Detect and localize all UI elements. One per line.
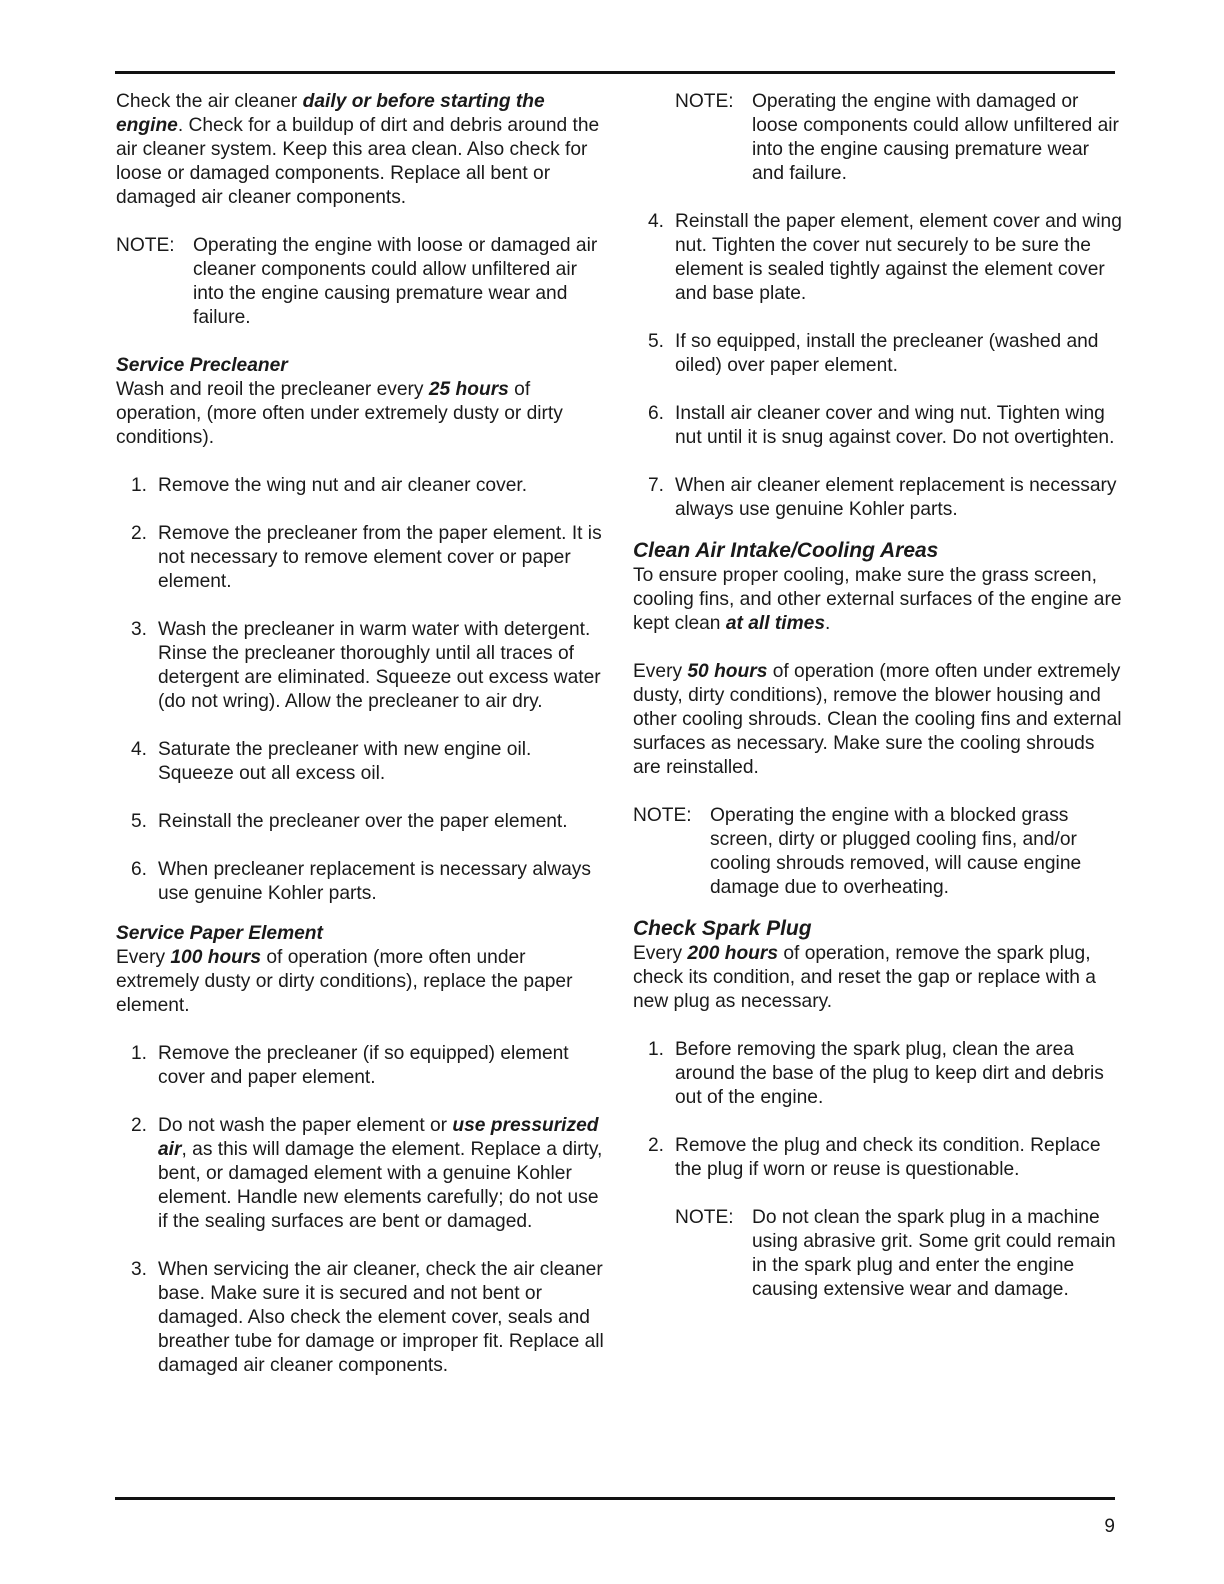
note-text: Do not clean the spark plug in a machine using abrasive grit. Some grit could remain in the spark plug and enter the engine causing extensive wear and damage. (752, 1207, 1116, 1300)
list-item: 5. If so equipped, install the precleaner (washed and oiled) over paper element. (647, 331, 1099, 376)
note-label: NOTE: (633, 805, 692, 826)
list-item: 4. Saturate the precleaner with new engine oil. Squeeze out all excess oil. (130, 739, 532, 784)
list-item: 3. Wash the precleaner in warm water with detergent. Rinse the precleaner thoroughly until all traces of detergent are eliminated. Squeeze out excess water (do not wring). Allow the precleaner to air dry. (130, 619, 601, 712)
intake-paragraph-1: To ensure proper cooling, make sure the grass screen, cooling fins, and other external surfaces of the engine are kept clean at all times. (633, 565, 1122, 634)
intro-paragraph: Check the air cleaner daily or before starting the engine. Check for a buildup of dirt and debris around the air cleaner system. Keep this area clean. Also check for loose or damaged components. Replace all bent or damaged air cleaner components. (116, 91, 600, 208)
note-abrasive-grit (675, 1206, 1123, 1302)
note-label: NOTE: (675, 1207, 734, 1228)
spark-plug-steps (633, 1038, 1123, 1182)
bottom-rule (115, 1497, 1115, 1500)
precleaner-steps (116, 474, 604, 906)
list-item: 5. Reinstall the precleaner over the paper element. (130, 811, 568, 832)
note-loose-components (116, 234, 604, 330)
list-item: 7. When air cleaner element replacement is necessary always use genuine Kohler parts. (647, 475, 1117, 520)
list-item: 1. Remove the precleaner (if so equipped) element cover and paper element. (130, 1043, 569, 1088)
heading-service-paper-element: Service Paper Element (116, 923, 323, 944)
spark-plug-paragraph: Every 200 hours of operation, remove the spark plug, check its condition, and reset the gap or replace with a new plug as necessary. (633, 943, 1096, 1012)
paper-element-paragraph: Every 100 hours of operation (more often under extremely dusty or dirty conditions), replace the paper element. (116, 947, 573, 1016)
list-item: 1. Remove the wing nut and air cleaner cover. (130, 475, 528, 496)
list-item: 1. Before removing the spark plug, clean the area around the base of the plug to keep dirt and debris out of the engine. (647, 1039, 1104, 1108)
note-text: Operating the engine with a blocked grass screen, dirty or plugged cooling fins, and/or cooling shrouds removed, will cause engine damage due to overheating. (710, 805, 1082, 898)
list-item: 2. Remove the precleaner from the paper element. It is not necessary to remove element cover or paper element. (130, 523, 602, 592)
note-text: Operating the engine with damaged or loose components could allow unfiltered air into the engine causing premature wear and failure. (752, 91, 1119, 184)
page-number: 9 (1104, 1516, 1115, 1537)
right-column (633, 90, 1123, 1326)
left-column (116, 90, 604, 1402)
list-item: 2. Do not wash the paper element or use pressurized air, as this will damage the element. Replace a dirty, bent, or damaged element with a genuine Kohler element. Handle new elements carefully; do not use if the sealing surfaces are bent or damaged. (130, 1115, 603, 1232)
list-item: 6. Install air cleaner cover and wing nut. Tighten wing nut until it is snug against cover. Do not overtighten. (647, 403, 1115, 448)
note-text: Operating the engine with loose or damaged air cleaner components could allow unfiltered air into the engine causing premature wear and failure. (193, 235, 598, 328)
note-damaged-components (675, 90, 1123, 186)
heading-service-precleaner: Service Precleaner (116, 355, 288, 376)
precleaner-paragraph: Wash and reoil the precleaner every 25 hours of operation, (more often under extremely dusty or dirty conditions). (116, 379, 563, 448)
list-item: 4. Reinstall the paper element, element cover and wing nut. Tighten the cover nut securely to be sure the element is sealed tightly against the element cover and base plate. (647, 211, 1122, 304)
list-item: 2. Remove the plug and check its condition. Replace the plug if worn or reuse is questionable. (647, 1135, 1101, 1180)
paper-element-steps-continued (633, 210, 1123, 522)
top-rule (115, 71, 1115, 74)
intake-paragraph-2: Every 50 hours of operation (more often under extremely dusty, dirty conditions), remove the blower housing and other cooling shrouds. Clean the cooling fins and external surfaces as necessary. Make sure the cooling shrouds are reinstalled. (633, 661, 1122, 778)
paper-element-steps (116, 1042, 604, 1378)
note-overheating (633, 804, 1123, 900)
heading-clean-air-intake: Clean Air Intake/Cooling Areas (633, 539, 939, 562)
list-item: 3. When servicing the air cleaner, check the air cleaner base. Make sure it is secured and not bent or damaged. Also check the element cover, seals and breather tube for damage or improper fit. Replace all damaged air cleaner components. (130, 1259, 604, 1376)
list-item: 6. When precleaner replacement is necessary always use genuine Kohler parts. (130, 859, 591, 904)
note-label: NOTE: (116, 235, 175, 256)
note-label: NOTE: (675, 91, 734, 112)
heading-check-spark-plug: Check Spark Plug (633, 917, 812, 940)
